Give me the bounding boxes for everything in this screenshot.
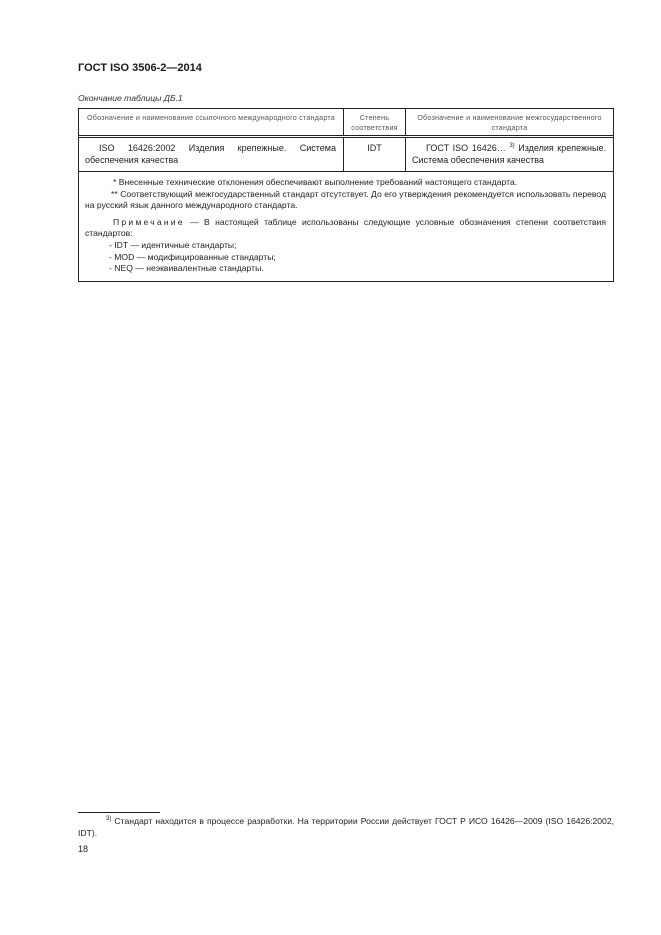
page-number: 18: [78, 844, 89, 854]
note-2: [85, 189, 606, 212]
remark-text: — В настоящей таблице использованы следующие условные обозначения степени соответствия стандартов:: [85, 216, 606, 239]
standards-table: [78, 108, 614, 282]
cell-international: [79, 138, 344, 171]
cell-interstate-suffix: Изделия крепежные. Система обеспечения качества: [412, 143, 606, 165]
table-header-row: [79, 109, 613, 138]
footnote-divider: [78, 812, 160, 813]
note-2-text: ** Соответствующий межгосударственный стандарт отсутствует. До его утверждения рекомендуется использовать перевод на русский язык данного международного стандарта.: [85, 188, 606, 211]
column-header-international: Обозначение и наименование ссылочного международного стандарта: [79, 109, 344, 135]
footnote: [78, 816, 614, 840]
footnote-ref: 3): [509, 143, 515, 149]
footnote-marker: 3): [106, 816, 112, 823]
remark: [85, 217, 606, 240]
legend-item-idt: - IDT — идентичные стандарты;: [109, 239, 237, 250]
legend-item-neq: - NEQ — неэквивалентные стандарты.: [109, 263, 264, 274]
legend-item-mod: - MOD — модифицированные стандарты;: [109, 251, 276, 262]
note-1: * Внесенные технические отклонения обеспечивают выполнение требований настоящего стандарта.: [113, 177, 518, 187]
cell-interstate-prefix: ГОСТ ISO 16426…: [426, 143, 506, 153]
column-header-degree: Степень соответствия: [344, 109, 406, 135]
cell-interstate: [406, 138, 613, 171]
document-header: ГОСТ ISO 3506-2—2014: [78, 62, 202, 74]
cell-degree: IDT: [344, 138, 406, 171]
table-caption: Окончание таблицы ДБ.1: [78, 93, 183, 103]
table-notes: [79, 172, 613, 281]
table-row: [79, 138, 613, 172]
column-header-interstate: Обозначение и наименование межгосударственного стандарта: [417, 113, 602, 132]
footnote-text: Стандарт находится в процессе разработки. На территории России действует ГОСТ Р ИСО 16426—2009 (ISO 16426:2002, IDT).: [78, 816, 614, 838]
remark-label: Примечание: [113, 216, 185, 227]
cell-international-text: ISO 16426:2002 Изделия крепежные. Система обеспечения качества: [85, 143, 336, 165]
